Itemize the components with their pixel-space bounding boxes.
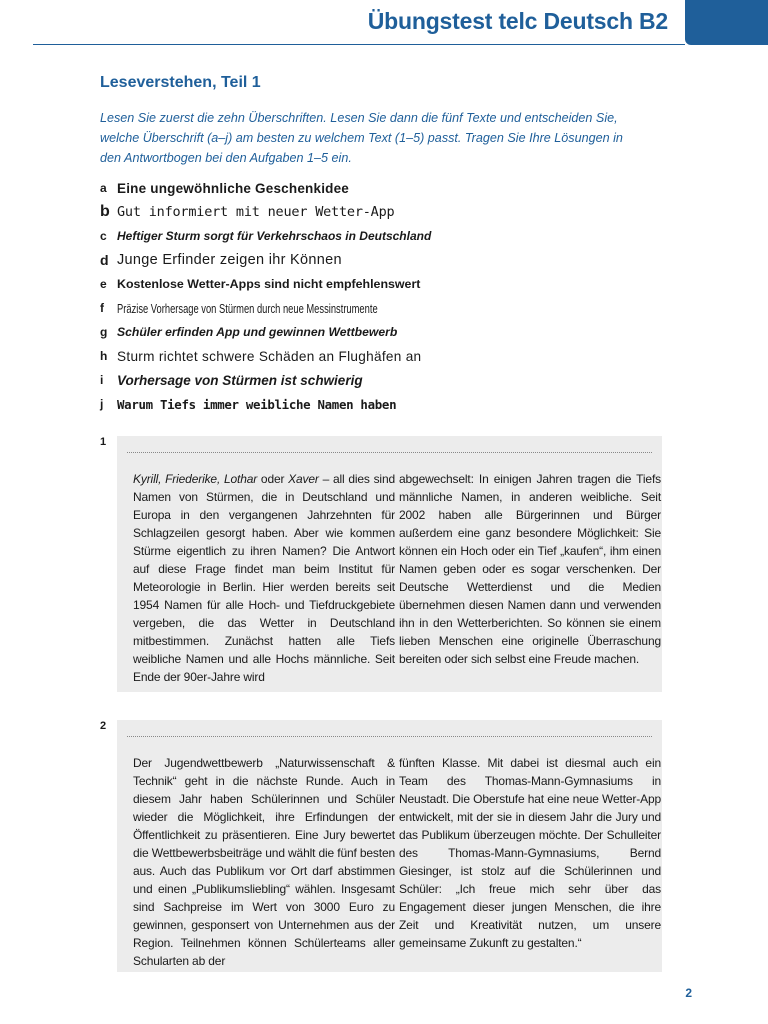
- text-2-column-right: [399, 754, 661, 952]
- heading-item-c: [100, 224, 660, 248]
- heading-item-g: [100, 320, 660, 344]
- heading-text: Vorhersage von Stürmen ist schwierig: [117, 372, 363, 388]
- heading-text: Eine ungewöhnliche Geschenkidee: [117, 180, 350, 196]
- storm-names: Kyrill, Friederike, Lothar: [133, 472, 258, 486]
- heading-text: Junge Erfinder zeigen ihr Können: [117, 252, 342, 268]
- heading-text: Heftiger Sturm sorgt für Verkehrschaos in Deutschland: [117, 229, 432, 243]
- heading-text: Warum Tiefs immer weibliche Namen haben: [117, 396, 397, 412]
- answer-dotted-line: [127, 736, 652, 737]
- heading-letter: b: [100, 203, 110, 220]
- text-box-2: [117, 720, 662, 972]
- text-number-1: 1: [100, 436, 107, 448]
- header-tab: [685, 0, 768, 45]
- heading-letter: f: [100, 301, 104, 315]
- heading-text: Kostenlose Wetter-Apps sind nicht empfehlenswert: [117, 277, 421, 291]
- text-1-column-right: [399, 470, 661, 668]
- section-instructions: Lesen Sie zuerst die zehn Überschriften. Lesen Sie dann die fünf Texte und entscheiden Sie, welche Überschrift (a–j) am besten zu welchem Text (1–5) passt. Tragen Sie Ihre Lösungen in den Antwortbogen bei den Aufgaben 1–5 ein.: [100, 111, 623, 165]
- heading-list: [100, 176, 660, 416]
- heading-letter: h: [100, 349, 108, 363]
- heading-text: Präzise Vorhersage von Stürmen durch neue Messinstrumente: [117, 300, 378, 316]
- heading-text: Schüler erfinden App und gewinnen Wettbewerb: [117, 325, 398, 339]
- heading-item-d: [100, 248, 660, 272]
- heading-item-i: [100, 368, 660, 392]
- text-1-left-body: – all dies sind Namen von Stürmen, die in Deutschland und Europa in den vergangenen Jahrzehnten für Schlagzeilen gesorgt haben. Aber wie kommen Stürme eigentlich zu ihren Namen? Die Antwort auf diese Frage findet man beim Institut für Meteorologie in Berlin. Hier werden bereits seit 1954 Namen für alle Hoch- und Tiefdruckgebiete vergeben, die das Wetter in Deutschland mitbestimmen. Zunächst hatten alle Tiefs weibliche Namen und alle Hochs männliche. Seit Ende der 90er-Jahre wird: [133, 472, 395, 684]
- section-title: Leseverstehen, Teil 1: [100, 74, 261, 91]
- text-2-column-left: [133, 754, 395, 970]
- text-2-right-body: fünften Klasse. Mit dabei ist diesmal auch ein Team des Thomas-Mann-Gymnasiums in Neustadt. Die Oberstufe hat eine neue Wetter-App entwickelt, mit der sie in diesem Jahr die Jury und das Publikum überzeugen möchte. Der Schulleiter des Thomas-Mann-Gymnasiums, Bernd Giesinger, ist stolz auf die Schülerinnen und Schüler: „Ich freue mich sehr über das Engagement dieser jungen Menschen, die ihre Zeit und Kreativität nutzen, um unsere gemeinsame Zukunft zu gestalten.“: [399, 756, 661, 950]
- heading-item-e: [100, 272, 660, 296]
- heading-item-a: [100, 176, 660, 200]
- heading-item-h: [100, 344, 660, 368]
- heading-letter: j: [100, 397, 104, 411]
- heading-letter: c: [100, 229, 107, 243]
- header-rule: [33, 44, 685, 45]
- page-header-title: Übungstest telc Deutsch B2: [367, 8, 668, 34]
- text-1-connector: oder: [260, 472, 285, 486]
- text-number-2: 2: [100, 720, 107, 732]
- heading-text: Gut informiert mit neuer Wetter-App: [117, 204, 395, 220]
- heading-letter: d: [100, 252, 109, 268]
- heading-text: Sturm richtet schwere Schäden an Flughäfen an: [117, 348, 422, 364]
- heading-letter: a: [100, 181, 107, 195]
- text-1-right-body: abgewechselt: In einigen Jahren tragen die Tiefs männliche Namen, in anderen weibliche. Seit 2002 haben alle Bürgerinnen und Bürger außerdem eine ganz besondere Möglichkeit: Sie können ein Hoch oder ein Tief „kaufen“, ihm einen Namen geben oder es sogar verschenken. Der Deutsche Wetterdienst und die Medien übernehmen diesen Namen dann und verwenden ihn in den Wetterberichten. So können sie einem lieben Menschen eine originelle Überraschung bereiten oder sich selbst eine Freude machen.: [399, 472, 661, 666]
- heading-letter: e: [100, 277, 107, 291]
- heading-item-j: [100, 392, 660, 416]
- text-box-1: [117, 436, 662, 692]
- heading-item-f: [100, 296, 660, 320]
- text-2-left-body: Der Jugendwettbewerb „Naturwissenschaft & Technik“ geht in die nächste Runde. Auch in diesem Jahr haben Schülerinnen und Schüler wieder die Möglichkeit, ihre Erfindungen der Öffentlichkeit zu präsentieren. Eine Jury bewertet die Wettbewerbsbeiträge und wählt die fünf besten aus. Auch das Publikum vor Ort darf abstimmen und einen „Publikumsliebling“ wählen. Insgesamt sind Sachpreise im Wert von 3000 Euro zu gewinnen, gesponsert von Unternehmen aus der Region. Teilnehmen können Schülerteams aller Schularten ab der: [133, 756, 395, 968]
- page-number: 2: [685, 986, 692, 1000]
- heading-letter: g: [100, 325, 108, 339]
- heading-letter: i: [100, 373, 104, 387]
- text-1-column-left: [133, 470, 395, 686]
- heading-item-b: [100, 200, 660, 224]
- answer-dotted-line: [127, 452, 652, 453]
- storm-name-xaver: Xaver: [288, 472, 319, 486]
